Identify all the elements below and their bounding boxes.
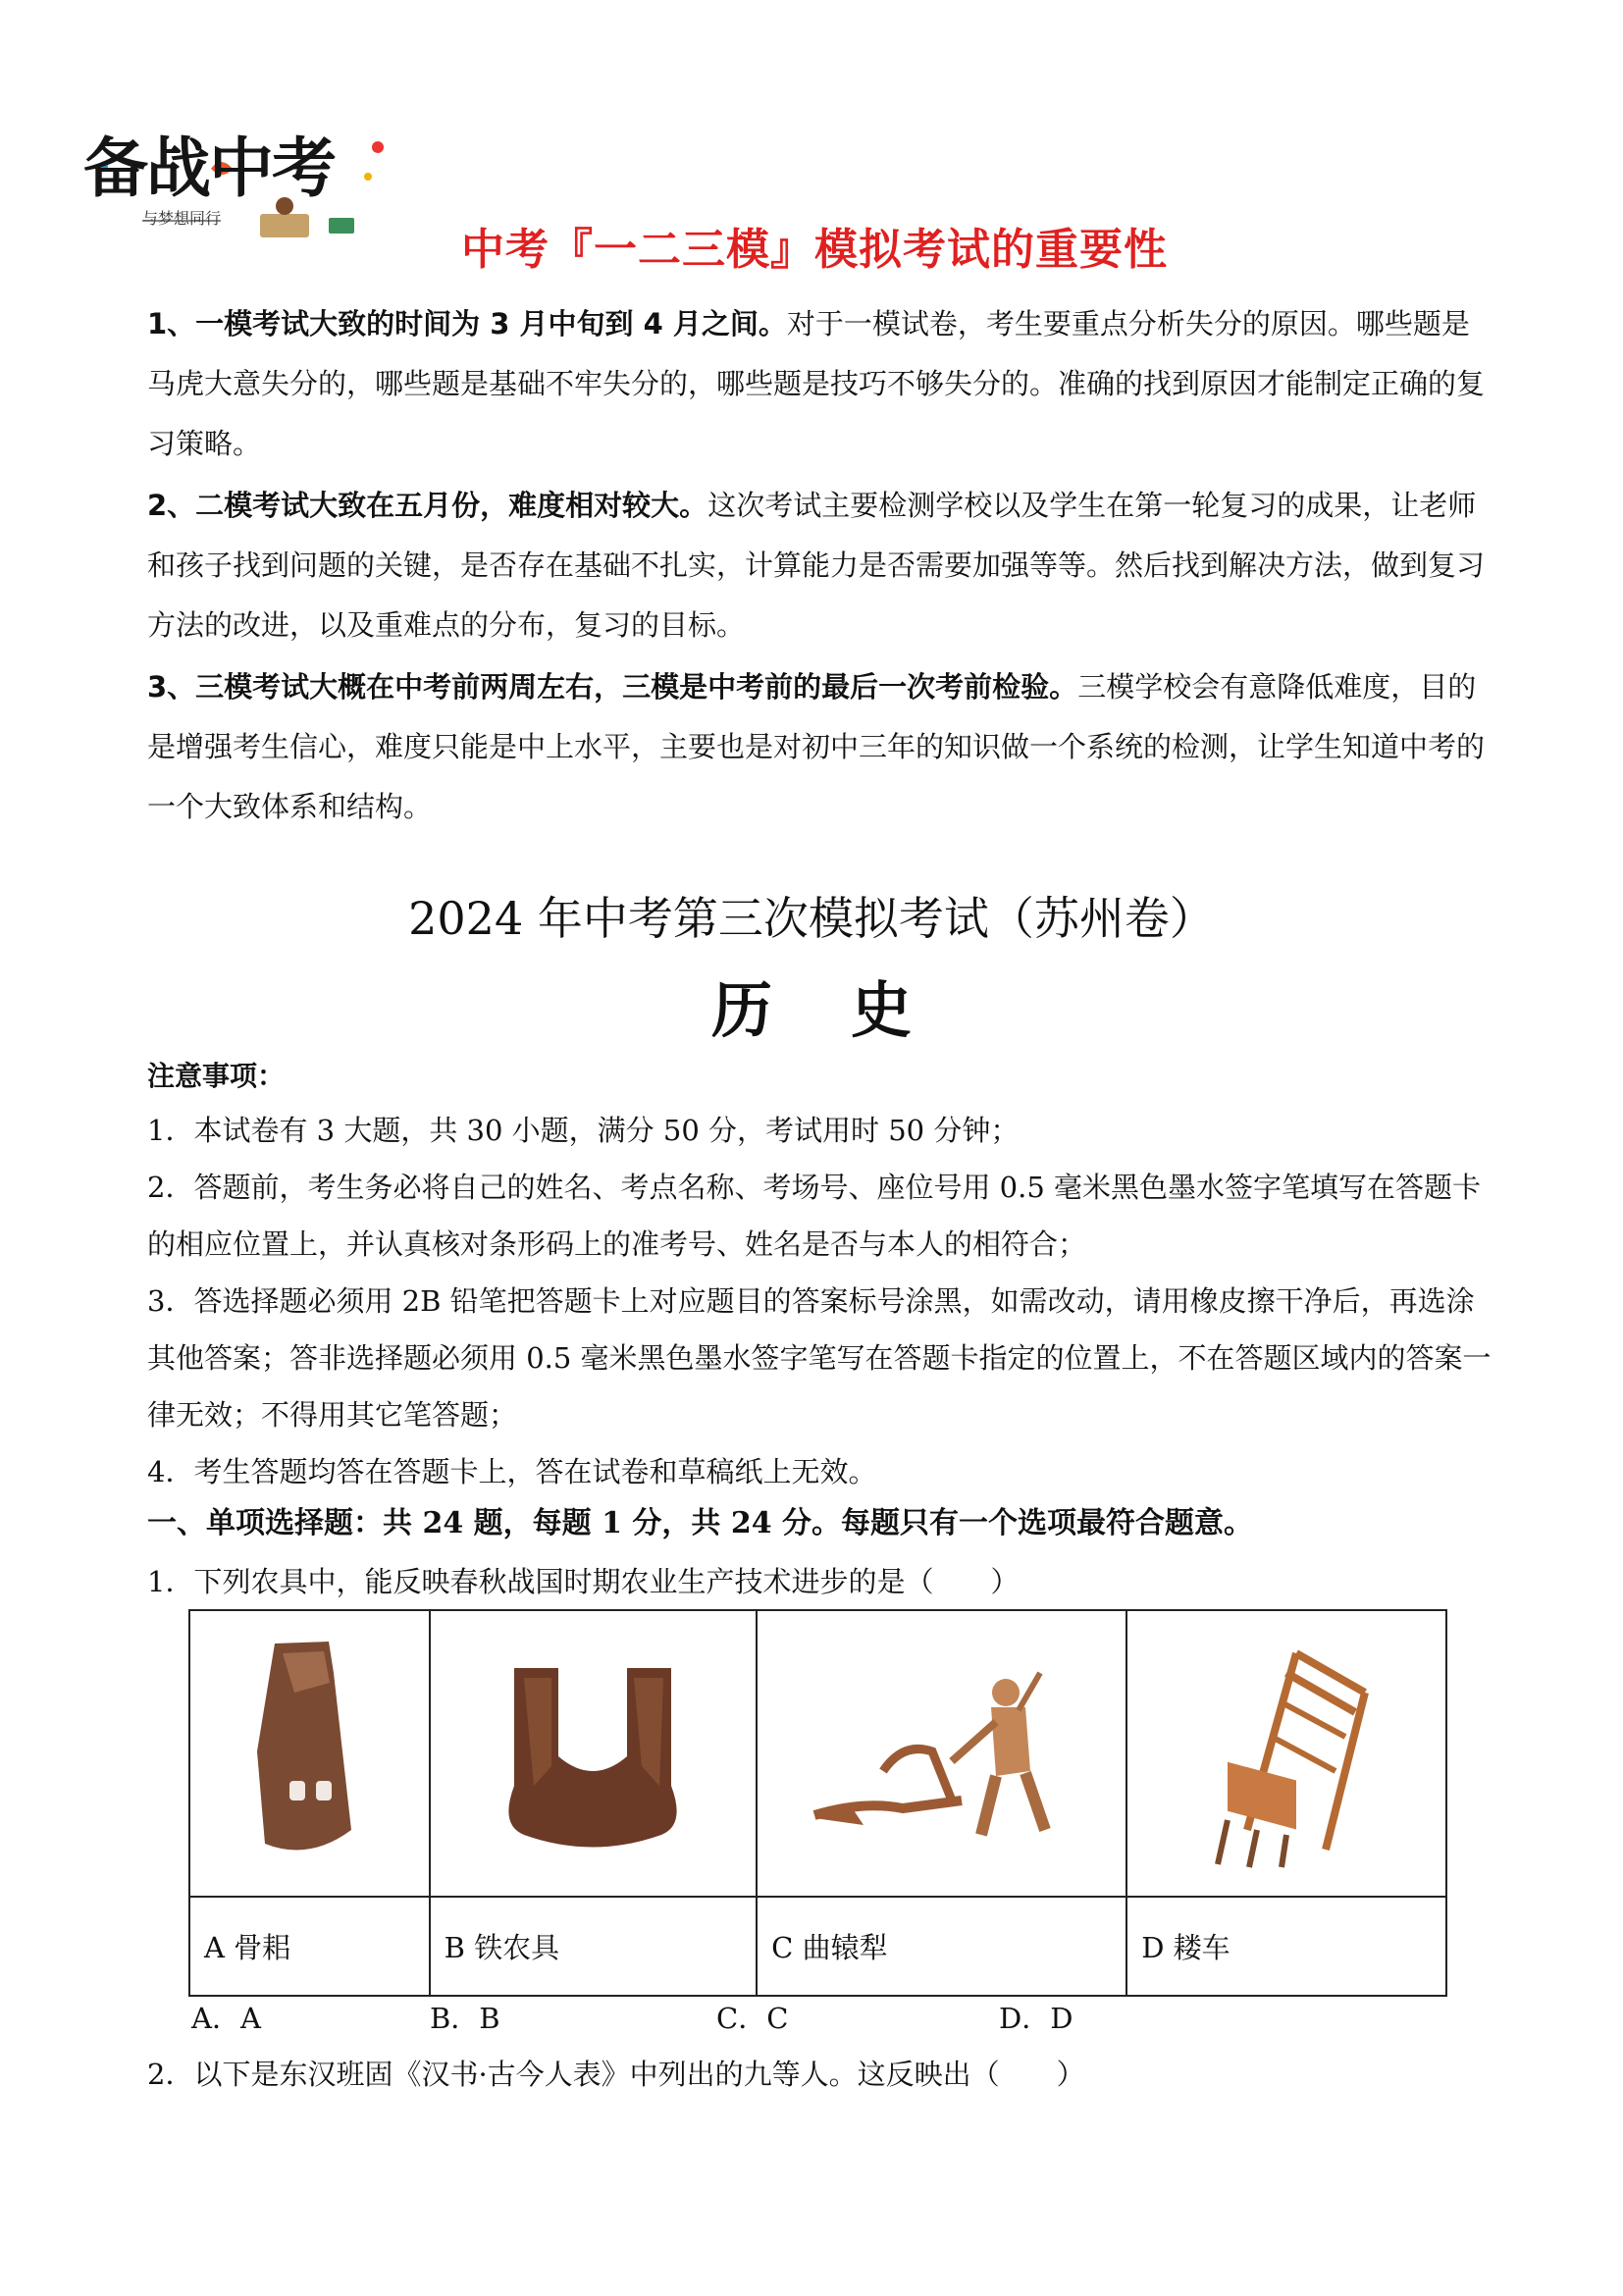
intro-paragraph-2 — [147, 476, 1492, 655]
question-1-options-table — [188, 1609, 1447, 1997]
logo-text: 备战中考 — [83, 130, 335, 206]
option-b-image-cell — [430, 1610, 758, 1897]
section-title: 一、单项选择题：共 24 题，每题 1 分，共 24 分。每题只有一个选项最符合题意。 — [147, 1506, 1254, 1540]
logo — [83, 108, 407, 245]
option-d-image-cell — [1126, 1610, 1446, 1897]
choice-d[interactable]: D．D — [999, 2002, 1073, 2035]
seed-drill-icon — [1188, 1634, 1385, 1869]
iron-tool-icon — [475, 1639, 710, 1864]
option-b-label: B 铁农具 — [430, 1897, 758, 1996]
question-2-stem: 2．以下是东汉班固《汉书·古今人表》中列出的九等人。这反映出（ ） — [147, 2058, 1085, 2091]
option-c-label: C 曲辕犁 — [757, 1897, 1126, 1996]
note-item: 1．本试卷有 3 大题，共 30 小题，满分 50 分，考试用时 50 分钟； — [147, 1114, 1020, 1147]
choice-c[interactable]: C．C — [716, 2002, 789, 2035]
question-1-stem: 1．下列农具中，能反映春秋战国时期农业生产技术进步的是（ ） — [147, 1565, 1020, 1598]
intro-paragraph-1 — [147, 294, 1492, 474]
choice-b[interactable]: B．B — [430, 2002, 500, 2035]
option-a-label: A 骨耜 — [189, 1897, 430, 1996]
option-a-image-cell — [189, 1610, 430, 1897]
intro-lead: 3、三模考试大概在中考前两周左右，三模是中考前的最后一次考前检验。 — [147, 670, 1078, 704]
banner-title: 中考『一二三模』模拟考试的重要性 — [461, 225, 1168, 275]
logo-subtitle: 与梦想同行 — [142, 209, 222, 228]
notes-title: 注意事项： — [147, 1060, 286, 1092]
note-item: 2．答题前，考生务必将自己的姓名、考点名称、考场号、座位号用 0.5 毫米黑色墨水签字笔填写在答题卡的相应位置上，并认真核对条形码上的准考号、姓名是否与本人的相符合； — [147, 1171, 1482, 1261]
option-c-image-cell — [757, 1610, 1126, 1897]
intro-text: 三模学校会有意降低难度，目的是增强考生信心，难度只能是中上水平，主要也是对初中三年的知识做一个系统的检测，让学生知道中考的一个大致体系和结构。 — [147, 670, 1486, 823]
intro-lead: 1、一模考试大致的时间为 3 月中旬到 4 月之间。 — [147, 307, 787, 340]
bone-spade-icon — [236, 1634, 383, 1869]
note-item: 3．答选择题必须用 2B 铅笔把答题卡上对应题目的答案标号涂黑，如需改动，请用橡皮擦干净后，再选涂其他答案；答非选择题必须用 0.5 毫米黑色墨水签字笔写在答题卡指定的位置上，不在答题区域内的答案一律无效；不得用其它笔答题； — [147, 1284, 1492, 1432]
intro-text: 这次考试主要检测学校以及学生在第一轮复习的成果，让老师和孩子找到问题的关键，是否存在基础不扎实，计算能力是否需要加强等等。然后找到解决方法，做到复习方法的改进，以及重难点的分布，复习的目标。 — [147, 489, 1486, 642]
option-d-label: D 耧车 — [1126, 1897, 1446, 1996]
choice-a[interactable]: A．A — [191, 2002, 261, 2035]
subject-title: 历史 — [710, 974, 990, 1046]
curved-plow-icon — [795, 1653, 1089, 1850]
exam-title: 2024 年中考第三次模拟考试（苏州卷） — [408, 892, 1215, 945]
intro-paragraph-3 — [147, 657, 1492, 837]
intro-lead: 2、二模考试大致在五月份，难度相对较大。 — [147, 489, 708, 522]
note-item: 4．考生答题均答在答题卡上，答在试卷和草稿纸上无效。 — [147, 1455, 877, 1488]
intro-text: 对于一模试卷，考生要重点分析失分的原因。哪些题是马虎大意失分的，哪些题是基础不牢失分的，哪些题是技巧不够失分的。准确的找到原因才能制定正确的复习策略。 — [147, 307, 1486, 460]
